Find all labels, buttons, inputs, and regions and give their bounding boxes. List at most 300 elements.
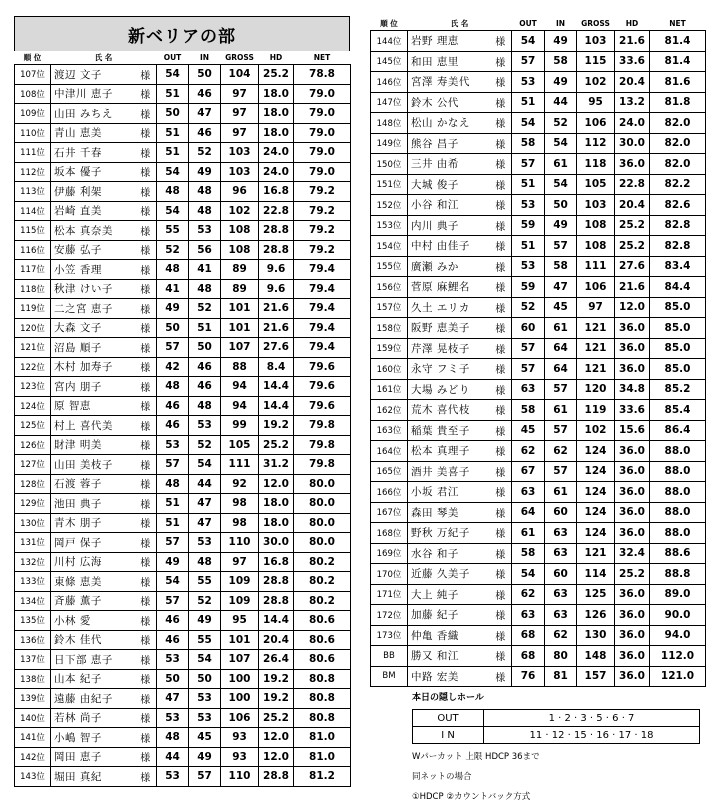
honorific: 様: [135, 84, 157, 104]
player-name: 仲亀 香織: [408, 625, 490, 646]
rank-cell: 164位: [371, 441, 408, 462]
in-score: 56: [189, 240, 221, 260]
honorific: 様: [490, 482, 512, 503]
gross-score: 124: [577, 441, 615, 462]
table-row: [371, 646, 706, 667]
player-name: 小坂 君江: [408, 482, 490, 503]
net-score: 79.2: [294, 221, 351, 241]
table-row: [371, 318, 706, 339]
in-score: 48: [189, 396, 221, 416]
out-score: 76: [512, 666, 545, 687]
out-score: 57: [157, 455, 189, 475]
handicap: 33.6: [615, 51, 650, 72]
honorific: 様: [490, 359, 512, 380]
honorific: 様: [135, 767, 157, 787]
out-score: 54: [512, 564, 545, 585]
honorific: 様: [490, 523, 512, 544]
gross-score: 106: [577, 277, 615, 298]
gross-score: 110: [221, 533, 259, 553]
out-score: 46: [157, 416, 189, 436]
out-score: 46: [157, 396, 189, 416]
in-score: 54: [545, 133, 577, 154]
in-score: 50: [545, 195, 577, 216]
out-score: 48: [157, 474, 189, 494]
right-results-panel: [370, 16, 705, 687]
net-score: 82.2: [650, 174, 706, 195]
table-row: [371, 31, 706, 52]
table-row: [371, 277, 706, 298]
rank-cell: 112位: [15, 162, 51, 182]
tie-method-note: ①HDCP ②カウントバック方式: [412, 792, 531, 802]
net-score: 82.6: [650, 195, 706, 216]
out-score: 57: [512, 359, 545, 380]
out-score: 51: [157, 143, 189, 163]
handicap: 36.0: [615, 584, 650, 605]
honorific: 様: [490, 236, 512, 257]
table-row: [371, 564, 706, 585]
player-name: 小林 愛: [51, 611, 135, 631]
net-score: 79.4: [294, 279, 351, 299]
handicap: 14.4: [259, 396, 294, 416]
table-row: [371, 236, 706, 257]
handicap: 18.0: [259, 123, 294, 143]
honorific: 様: [135, 65, 157, 85]
out-score: 51: [157, 494, 189, 514]
net-score: 80.2: [294, 552, 351, 572]
gross-score: 95: [221, 611, 259, 631]
out-score: 62: [512, 441, 545, 462]
in-score: 57: [545, 420, 577, 441]
gross-score: 148: [577, 646, 615, 667]
player-name: 若林 尚子: [51, 708, 135, 728]
table-row: [371, 379, 706, 400]
honorific: 様: [490, 133, 512, 154]
handicap: 13.2: [615, 92, 650, 113]
table-row: [371, 502, 706, 523]
honorific: 様: [135, 708, 157, 728]
table-row: [15, 84, 351, 104]
handicap: 12.0: [259, 474, 294, 494]
player-name: 大場 みどり: [408, 379, 490, 400]
table-row: [371, 72, 706, 93]
rank-cell: 118位: [15, 279, 51, 299]
handicap: 12.0: [259, 728, 294, 748]
handicap: 28.8: [259, 240, 294, 260]
rank-cell: 137位: [15, 650, 51, 670]
rank-cell: 170位: [371, 564, 408, 585]
out-score: 63: [512, 482, 545, 503]
rank-cell: 129位: [15, 494, 51, 514]
rank-cell: 171位: [371, 584, 408, 605]
net-score: 83.4: [650, 256, 706, 277]
rank-cell: 149位: [371, 133, 408, 154]
gross-score: 108: [221, 240, 259, 260]
honorific: 様: [490, 420, 512, 441]
honorific: 様: [135, 435, 157, 455]
gross-score: 102: [577, 72, 615, 93]
out-score: 42: [157, 357, 189, 377]
gross-score: 97: [221, 552, 259, 572]
handicap: 36.0: [615, 441, 650, 462]
gross-score: 107: [221, 650, 259, 670]
in-score: 49: [189, 162, 221, 182]
out-score: 68: [512, 646, 545, 667]
honorific: 様: [135, 689, 157, 709]
in-score: 63: [545, 584, 577, 605]
honorific: 様: [490, 51, 512, 72]
in-score: 48: [189, 279, 221, 299]
honorific: 様: [490, 338, 512, 359]
header-gross: GROSS: [577, 16, 615, 31]
net-score: 80.6: [294, 630, 351, 650]
handicap: 18.0: [259, 104, 294, 124]
honorific: 様: [135, 630, 157, 650]
player-name: 岩野 理恵: [408, 31, 490, 52]
net-score: 80.6: [294, 650, 351, 670]
player-name: 中津川 恵子: [51, 84, 135, 104]
gross-score: 98: [221, 494, 259, 514]
table-row: [371, 133, 706, 154]
player-name: 伊藤 利架: [51, 182, 135, 202]
honorific: 様: [490, 605, 512, 626]
net-score: 80.0: [294, 513, 351, 533]
player-name: 青木 朋子: [51, 513, 135, 533]
gross-score: 125: [577, 584, 615, 605]
table-row: [371, 543, 706, 564]
table-row: [15, 357, 351, 377]
net-score: 82.0: [650, 154, 706, 175]
gross-score: 119: [577, 400, 615, 421]
handicap: 31.2: [259, 455, 294, 475]
table-row: [371, 338, 706, 359]
gross-score: 124: [577, 502, 615, 523]
handicap: 36.0: [615, 359, 650, 380]
out-score: 62: [512, 584, 545, 605]
player-name: 加藤 紀子: [408, 605, 490, 626]
honorific: 様: [135, 650, 157, 670]
gross-score: 108: [577, 236, 615, 257]
rank-cell: 169位: [371, 543, 408, 564]
gross-score: 108: [221, 221, 259, 241]
rank-cell: 163位: [371, 420, 408, 441]
honorific: 様: [135, 260, 157, 280]
out-score: 51: [157, 123, 189, 143]
handicap: 25.2: [615, 236, 650, 257]
table-row: [371, 297, 706, 318]
table-row: [371, 359, 706, 380]
gross-score: 106: [221, 708, 259, 728]
player-name: 中村 由佳子: [408, 236, 490, 257]
handicap: 9.6: [259, 260, 294, 280]
handicap: 27.6: [615, 256, 650, 277]
gross-score: 93: [221, 747, 259, 767]
honorific: 様: [135, 474, 157, 494]
gross-score: 114: [577, 564, 615, 585]
gross-score: 115: [577, 51, 615, 72]
in-score: 46: [189, 84, 221, 104]
in-score: 57: [189, 767, 221, 787]
rank-cell: 168位: [371, 523, 408, 544]
honorific: 様: [135, 299, 157, 319]
out-score: 55: [157, 221, 189, 241]
net-score: 80.0: [294, 474, 351, 494]
net-score: 80.0: [294, 494, 351, 514]
rank-cell: 162位: [371, 400, 408, 421]
handicap: 28.8: [259, 572, 294, 592]
rank-cell: 130位: [15, 513, 51, 533]
player-name: 木村 加寿子: [51, 357, 135, 377]
honorific: 様: [135, 591, 157, 611]
gross-score: 124: [577, 461, 615, 482]
honorific: 様: [135, 221, 157, 241]
handicap: 21.6: [259, 318, 294, 338]
net-score: 79.6: [294, 357, 351, 377]
table-row: [15, 572, 351, 592]
in-score: 47: [189, 104, 221, 124]
out-score: 59: [512, 277, 545, 298]
rank-cell: 125位: [15, 416, 51, 436]
honorific: 様: [135, 104, 157, 124]
honorific: 様: [135, 455, 157, 475]
rank-cell: 144位: [371, 31, 408, 52]
rank-cell: BB: [371, 646, 408, 667]
in-score: 81: [545, 666, 577, 687]
player-name: 芹澤 晃枝子: [408, 338, 490, 359]
table-row: [15, 708, 351, 728]
header-net: NET: [294, 51, 351, 65]
honorific: 様: [490, 318, 512, 339]
net-score: 88.0: [650, 502, 706, 523]
player-name: 堀田 真紀: [51, 767, 135, 787]
gross-score: 98: [221, 513, 259, 533]
out-score: 54: [157, 162, 189, 182]
gross-score: 88: [221, 357, 259, 377]
out-score: 53: [157, 767, 189, 787]
honorific: 様: [490, 277, 512, 298]
in-score: 45: [189, 728, 221, 748]
in-score: 54: [545, 174, 577, 195]
gross-score: 102: [577, 420, 615, 441]
rank-cell: 135位: [15, 611, 51, 631]
honorific: 様: [490, 400, 512, 421]
player-name: 沼島 順子: [51, 338, 135, 358]
division-title: 新ベリアの部: [14, 16, 350, 51]
player-name: 宮澤 寿美代: [408, 72, 490, 93]
player-name: 石井 千春: [51, 143, 135, 163]
table-row: [15, 728, 351, 748]
out-score: 50: [157, 318, 189, 338]
table-row: [15, 299, 351, 319]
out-score: 46: [157, 630, 189, 650]
handicap: 18.0: [259, 84, 294, 104]
handicap: 25.2: [615, 564, 650, 585]
net-score: 79.6: [294, 396, 351, 416]
gross-score: 97: [221, 84, 259, 104]
rank-cell: 142位: [15, 747, 51, 767]
player-name: 酒井 美喜子: [408, 461, 490, 482]
handicap: 36.0: [615, 461, 650, 482]
handicap: 21.6: [615, 277, 650, 298]
net-score: 80.8: [294, 708, 351, 728]
gross-score: 108: [577, 215, 615, 236]
in-score: 55: [189, 572, 221, 592]
out-score: 53: [157, 708, 189, 728]
gross-score: 101: [221, 630, 259, 650]
out-score: 57: [157, 591, 189, 611]
in-score: 44: [545, 92, 577, 113]
player-name: 岡田 恵子: [51, 747, 135, 767]
honorific: 様: [490, 666, 512, 687]
header-name: 氏 名: [408, 16, 512, 31]
handicap: 20.4: [615, 195, 650, 216]
in-score: 47: [189, 494, 221, 514]
out-score: 47: [157, 689, 189, 709]
in-score: 50: [189, 65, 221, 85]
handicap: 36.0: [615, 482, 650, 503]
honorific: 様: [490, 543, 512, 564]
gross-score: 121: [577, 318, 615, 339]
player-name: 久土 エリカ: [408, 297, 490, 318]
handicap: 24.0: [615, 113, 650, 134]
table-row: [15, 338, 351, 358]
honorific: 様: [490, 502, 512, 523]
handicap: 12.0: [615, 297, 650, 318]
rank-cell: 116位: [15, 240, 51, 260]
table-row: [15, 318, 351, 338]
rank-cell: 140位: [15, 708, 51, 728]
rank-cell: 109位: [15, 104, 51, 124]
net-score: 79.0: [294, 123, 351, 143]
handicap-note: Wパーカット 上限 HDCP 36まで: [412, 752, 540, 762]
table-row: [15, 416, 351, 436]
rank-cell: 157位: [371, 297, 408, 318]
rank-cell: 107位: [15, 65, 51, 85]
table-row: [371, 195, 706, 216]
out-score: 54: [512, 31, 545, 52]
table-row: [15, 767, 351, 787]
rank-cell: 145位: [371, 51, 408, 72]
net-score: 79.4: [294, 260, 351, 280]
header-gross: GROSS: [221, 51, 259, 65]
out-score: 51: [157, 84, 189, 104]
net-score: 80.2: [294, 572, 351, 592]
gross-score: 97: [221, 104, 259, 124]
in-score: 53: [189, 689, 221, 709]
table-row: [371, 256, 706, 277]
player-name: 大城 俊子: [408, 174, 490, 195]
out-score: 53: [157, 650, 189, 670]
rank-cell: 120位: [15, 318, 51, 338]
in-score: 64: [545, 359, 577, 380]
table-row: [371, 154, 706, 175]
player-name: 内川 典子: [408, 215, 490, 236]
gross-score: 94: [221, 377, 259, 397]
honorific: 様: [135, 494, 157, 514]
table-row: [15, 474, 351, 494]
handicap: 26.4: [259, 650, 294, 670]
table-row: [15, 630, 351, 650]
handicap: 16.8: [259, 552, 294, 572]
table-row: [15, 650, 351, 670]
rank-cell: 152位: [371, 195, 408, 216]
in-score: 54: [189, 455, 221, 475]
handicap: 25.2: [259, 65, 294, 85]
in-holes: 11 · 12 · 15 · 16 · 17 · 18: [484, 727, 700, 744]
rank-cell: 172位: [371, 605, 408, 626]
net-score: 80.8: [294, 689, 351, 709]
out-score: 53: [512, 72, 545, 93]
left-results-table: [14, 51, 351, 787]
net-score: 81.2: [294, 767, 351, 787]
net-score: 81.8: [650, 92, 706, 113]
rank-cell: 148位: [371, 113, 408, 134]
honorific: 様: [135, 747, 157, 767]
rank-cell: 147位: [371, 92, 408, 113]
honorific: 様: [135, 240, 157, 260]
honorific: 様: [490, 379, 512, 400]
out-score: 53: [157, 435, 189, 455]
in-score: 60: [545, 564, 577, 585]
honorific: 様: [135, 416, 157, 436]
table-row: [15, 221, 351, 241]
player-name: 秋津 けい子: [51, 279, 135, 299]
player-name: 三井 由希: [408, 154, 490, 175]
rank-cell: 121位: [15, 338, 51, 358]
net-score: 85.4: [650, 400, 706, 421]
handicap: 25.2: [615, 215, 650, 236]
rank-cell: 165位: [371, 461, 408, 482]
in-score: 53: [189, 708, 221, 728]
gross-score: 121: [577, 338, 615, 359]
handicap: 19.2: [259, 416, 294, 436]
honorific: 様: [135, 728, 157, 748]
table-row: [371, 400, 706, 421]
in-score: 50: [189, 669, 221, 689]
in-score: 61: [545, 482, 577, 503]
honorific: 様: [135, 338, 157, 358]
player-name: 阪野 恵美子: [408, 318, 490, 339]
in-score: 54: [189, 650, 221, 670]
player-name: 野秋 万紀子: [408, 523, 490, 544]
rank-cell: 158位: [371, 318, 408, 339]
handicap: 12.0: [259, 747, 294, 767]
net-score: 86.4: [650, 420, 706, 441]
in-score: 61: [545, 154, 577, 175]
honorific: 様: [490, 92, 512, 113]
player-name: 和田 恵里: [408, 51, 490, 72]
gross-score: 101: [221, 318, 259, 338]
rank-cell: 153位: [371, 215, 408, 236]
in-score: 61: [545, 318, 577, 339]
honorific: 様: [135, 357, 157, 377]
in-score: 80: [545, 646, 577, 667]
gross-score: 109: [221, 572, 259, 592]
out-score: 53: [512, 195, 545, 216]
handicap: 21.6: [259, 299, 294, 319]
handicap: 27.6: [259, 338, 294, 358]
handicap: 36.0: [615, 523, 650, 544]
player-name: 安藤 弘子: [51, 240, 135, 260]
in-score: 41: [189, 260, 221, 280]
handicap: 36.0: [615, 646, 650, 667]
table-row: [15, 455, 351, 475]
header-in: IN: [545, 16, 577, 31]
in-score: 62: [545, 441, 577, 462]
left-results-panel: [14, 16, 350, 787]
player-name: 永守 フミ子: [408, 359, 490, 380]
player-name: 小嶋 智子: [51, 728, 135, 748]
out-score: 49: [157, 299, 189, 319]
